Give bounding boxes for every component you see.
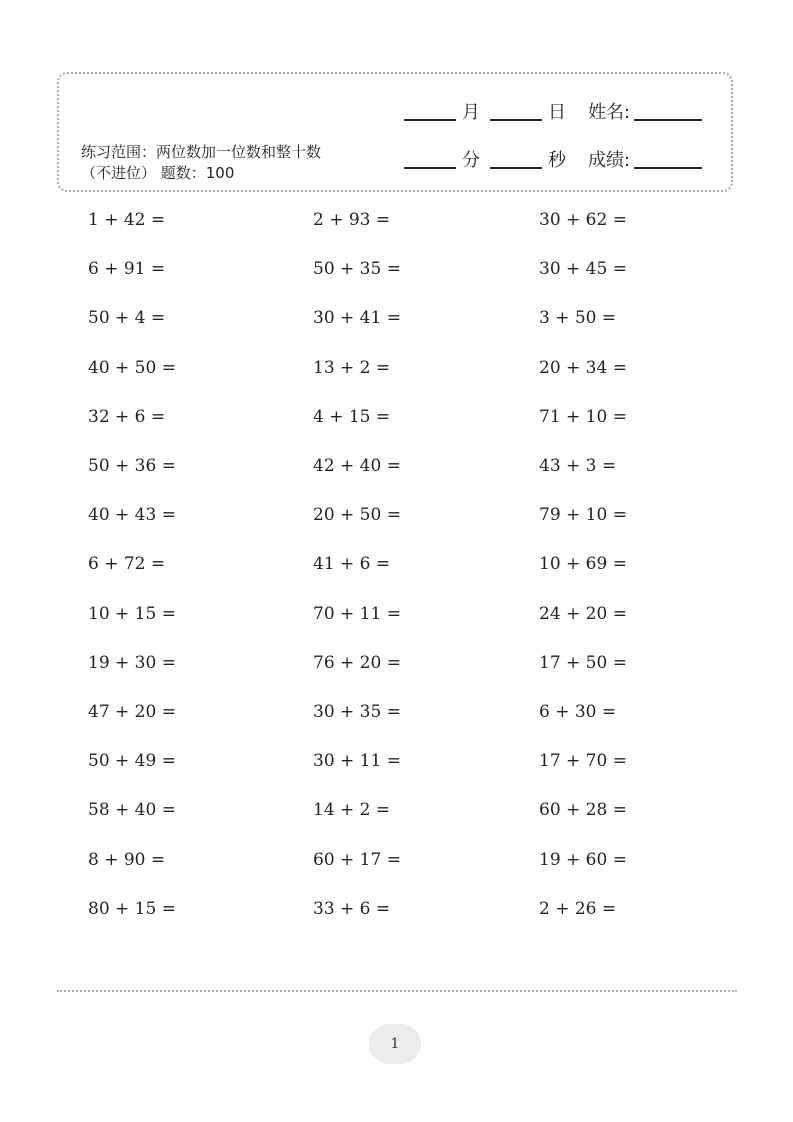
math-problem: 71 + 10 = bbox=[539, 406, 627, 427]
month-label: 月 bbox=[462, 102, 480, 123]
math-problem: 60 + 17 = bbox=[313, 849, 401, 870]
time-row bbox=[404, 146, 702, 172]
math-problem: 50 + 35 = bbox=[313, 259, 401, 280]
math-problem: 13 + 2 = bbox=[313, 357, 391, 378]
day-blank[interactable] bbox=[490, 119, 542, 121]
page-number: 1 bbox=[369, 1024, 421, 1064]
math-problem: 30 + 62 = bbox=[539, 210, 627, 230]
math-problem: 33 + 6 = bbox=[313, 898, 391, 919]
math-problem: 43 + 3 = bbox=[539, 456, 617, 476]
math-problem: 30 + 45 = bbox=[539, 259, 627, 280]
name-blank[interactable] bbox=[634, 119, 702, 121]
day-label: 日 bbox=[548, 102, 566, 123]
math-problem: 6 + 91 = bbox=[88, 259, 166, 280]
math-problem: 6 + 30 = bbox=[539, 702, 617, 722]
worksheet-header bbox=[57, 72, 733, 192]
math-problem: 41 + 6 = bbox=[313, 554, 391, 575]
math-problem: 8 + 90 = bbox=[88, 849, 166, 870]
score-label: 成绩: bbox=[588, 150, 631, 171]
math-problem: 50 + 4 = bbox=[88, 308, 166, 329]
month-blank[interactable] bbox=[404, 119, 456, 121]
math-problem: 42 + 40 = bbox=[313, 456, 401, 476]
math-problem: 50 + 49 = bbox=[88, 751, 176, 772]
math-problem: 2 + 26 = bbox=[539, 898, 617, 919]
math-problem: 76 + 20 = bbox=[313, 652, 401, 673]
math-problem: 79 + 10 = bbox=[539, 505, 627, 526]
math-problem: 20 + 34 = bbox=[539, 357, 627, 378]
math-problem: 32 + 6 = bbox=[88, 406, 166, 427]
math-problem: 4 + 15 = bbox=[313, 406, 391, 427]
math-problem: 50 + 36 = bbox=[88, 456, 176, 476]
math-problem: 47 + 20 = bbox=[88, 702, 176, 722]
math-problem: 58 + 40 = bbox=[88, 800, 176, 821]
date-row bbox=[404, 98, 702, 124]
bottom-divider bbox=[57, 990, 737, 992]
math-problem: 17 + 70 = bbox=[539, 751, 627, 772]
math-problem: 40 + 43 = bbox=[88, 505, 176, 526]
math-problem: 30 + 11 = bbox=[313, 751, 401, 772]
math-problem: 70 + 11 = bbox=[313, 603, 401, 624]
math-problem: 2 + 93 = bbox=[313, 210, 391, 230]
math-problem: 10 + 69 = bbox=[539, 554, 627, 575]
math-problem: 17 + 50 = bbox=[539, 652, 627, 673]
math-problem: 19 + 30 = bbox=[88, 652, 176, 673]
math-problem: 14 + 2 = bbox=[313, 800, 391, 821]
minute-blank[interactable] bbox=[404, 167, 456, 169]
math-problem: 40 + 50 = bbox=[88, 357, 176, 378]
second-label: 秒 bbox=[548, 150, 566, 171]
math-problem: 60 + 28 = bbox=[539, 800, 627, 821]
math-problem: 20 + 50 = bbox=[313, 505, 401, 526]
math-problem: 30 + 41 = bbox=[313, 308, 401, 329]
minute-label: 分 bbox=[462, 150, 480, 171]
second-blank[interactable] bbox=[490, 167, 542, 169]
math-problem: 19 + 60 = bbox=[539, 849, 627, 870]
math-problem: 3 + 50 = bbox=[539, 308, 617, 329]
math-problem: 24 + 20 = bbox=[539, 603, 627, 624]
math-problem: 80 + 15 = bbox=[88, 898, 176, 919]
practice-range-text: 练习范围：两位数加一位数和整十数（不进位） 题数：100 bbox=[81, 143, 322, 182]
math-problem: 6 + 72 = bbox=[88, 554, 166, 575]
score-blank[interactable] bbox=[634, 167, 702, 169]
math-problem: 1 + 42 = bbox=[88, 210, 166, 230]
math-problem: 30 + 35 = bbox=[313, 702, 401, 722]
math-problem: 10 + 15 = bbox=[88, 603, 176, 624]
name-label: 姓名: bbox=[588, 102, 631, 123]
